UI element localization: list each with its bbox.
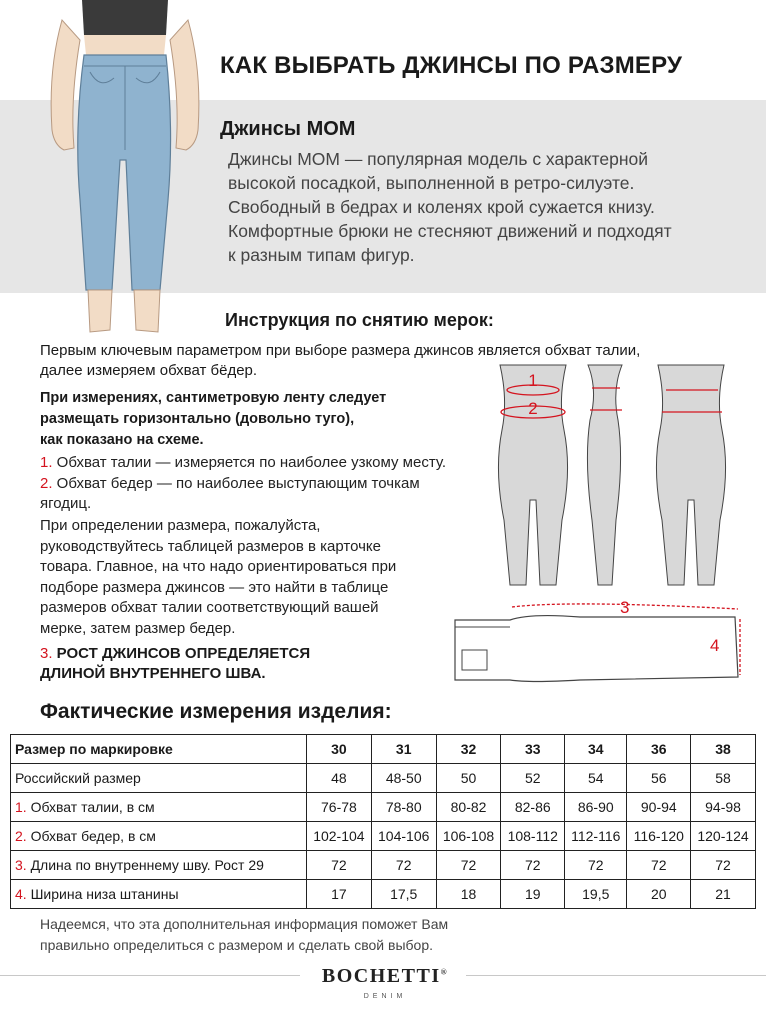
model-illustration [40,0,210,340]
table-row: Российский размер 48 48-50 50 52 54 56 58 [11,764,756,793]
table-title: Фактические измерения изделия: [40,700,392,723]
size-table [10,734,756,909]
tape-instructions: При измерениях, сантиметровую ленту следует размещать горизонтально (довольно туго), как показано на схеме. [40,390,387,448]
size-guidance: При определении размера, пожалуйста, руководствуйтесь таблицей размеров в карточке товара. Главное, на что надо ориентироваться при подборе размера джинсов — это найти в таблице размеров обхват талии соответствующий вашей мерке, затем размер бедер. [40,517,397,637]
brand-logo: BOCHETTI® [321,965,449,987]
table-row: 2. Обхват бедер, в см 102-104 104-106 106-108 108-112 112-116 116-120 120-124 [11,822,756,851]
page-title: КАК ВЫБРАТЬ ДЖИНСЫ ПО РАЗМЕРУ [220,52,683,79]
size-col: 38 [691,735,756,764]
table-row: 3. Длина по внутреннему шву. Рост 29 72 72 72 72 72 72 72 [11,851,756,880]
diagram-label-1: 1 [528,371,538,390]
size-col: 33 [501,735,565,764]
row-label: 3. Длина по внутреннему шву. Рост 29 [11,851,307,880]
divider-left [0,975,300,976]
diagram-label-2: 2 [528,399,538,418]
table-row: 1. Обхват талии, в см 76-78 78-80 80-82 82-86 86-90 90-94 94-98 [11,793,756,822]
jeans-measurement-diagram [440,595,750,695]
instructions-intro: Первым ключевым параметром при выборе размера джинсов является обхват талии, далее измеряем обхват бёдер. [40,342,641,379]
measure-waist: 1. Обхват талии — измеряется по наиболее узкому месту. [40,454,447,471]
size-col: 32 [436,735,501,764]
diagram-label-3: 3 [620,598,630,617]
instructions-title: Инструкция по снятию мерок: [225,310,494,330]
table-header-label: Размер по маркировке [11,735,307,764]
measure-inseam: 3. РОСТ ДЖИНСОВ ОПРЕДЕЛЯЕТСЯ ДЛИНОЙ ВНУТРЕННЕГО ШВА. [40,645,311,682]
diagram-label-4: 4 [710,636,720,655]
footer-note: Надеемся, что эта дополнительная информация поможет Вам правильно определиться с размером и сделать свой выбор. [40,916,449,953]
size-col: 30 [307,735,372,764]
divider-right [466,975,766,976]
row-label: Российский размер [11,764,307,793]
table-header-row [11,735,756,764]
measure-hips: 2. Обхват бедер — по наиболее выступающим точкам ягодиц. [40,475,420,512]
body-measurement-diagram [480,360,730,595]
table-row: 4. Ширина низа штанины 17 17,5 18 19 19,5 20 21 [11,880,756,909]
model-description: Джинсы MOM — популярная модель с характерной высокой посадкой, выполненной в ретро-силуэте. Свободный в бедрах и коленях крой сужается книзу. Комфортные брюки не стесняют движений и подходят к разным типам фигур. [228,149,672,265]
row-label: 4. Ширина низа штанины [11,880,307,909]
model-title: Джинсы MOM [220,118,356,140]
size-col: 36 [627,735,691,764]
brand-subtitle: DENIM [363,993,407,1000]
size-col: 31 [371,735,436,764]
size-col: 34 [565,735,627,764]
row-label: 2. Обхват бедер, в см [11,822,307,851]
row-label: 1. Обхват талии, в см [11,793,307,822]
